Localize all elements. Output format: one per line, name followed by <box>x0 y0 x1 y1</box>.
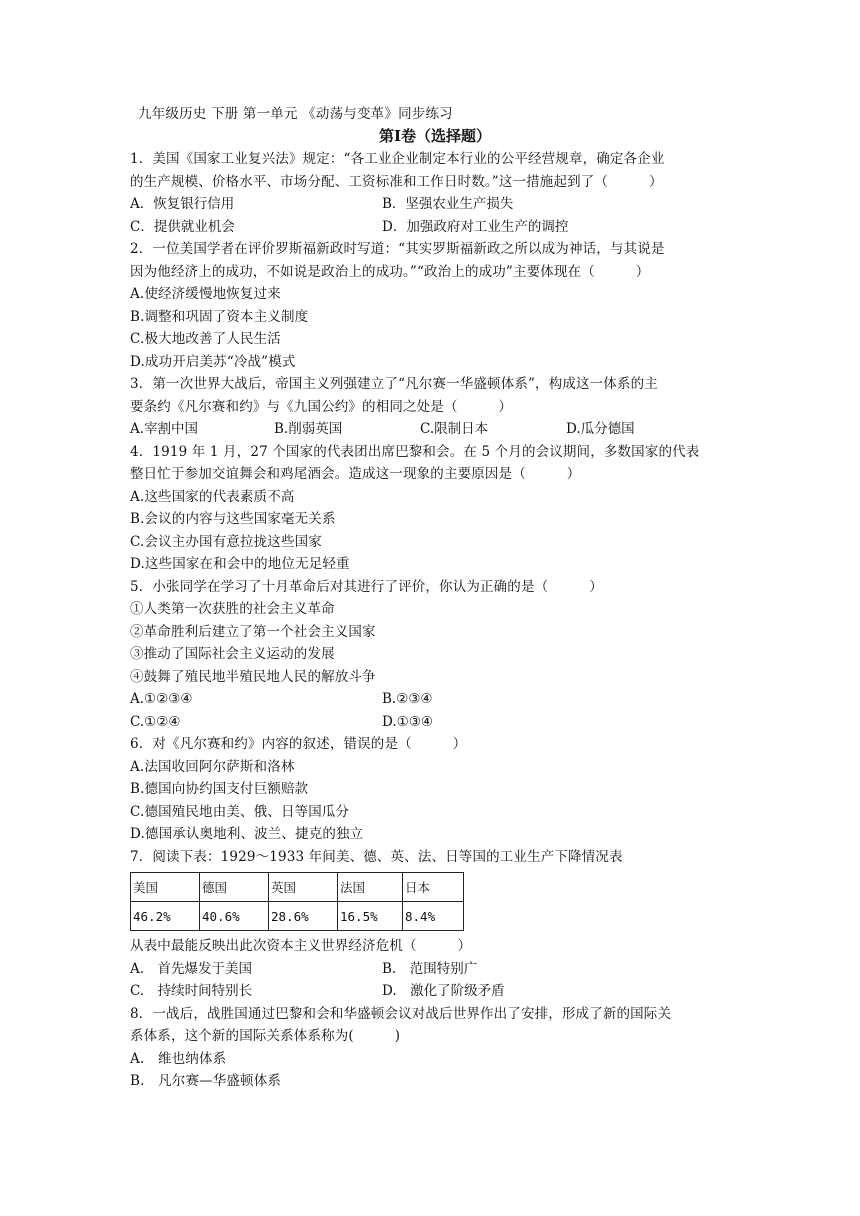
table-cell: 40.6% <box>200 902 269 931</box>
table-header-cell: 德国 <box>200 873 269 902</box>
option-d: D.①③④ <box>382 713 433 730</box>
option-c: C.德国殖民地由美、俄、日等国瓜分 <box>130 803 350 820</box>
option-b: B.会议的内容与这些国家毫无关系 <box>130 511 336 527</box>
option-b: B. 范围特别广 <box>382 960 478 977</box>
option-a: A. 首先爆发于美国 <box>130 960 253 977</box>
question-2 <box>130 238 740 373</box>
table-row <box>131 902 464 931</box>
table-header-cell: 日本 <box>403 873 464 902</box>
option-b: B．坚强农业生产损失 <box>382 196 514 212</box>
question-text: 6．对《凡尔赛和约》内容的叙述，错误的是（ ） <box>130 736 467 752</box>
table-header-cell: 英国 <box>269 873 338 902</box>
question-text: 4．1919 年 1 月，27 个国家的代表团出席巴黎和会。在 5 个月的会议期间，多数国家的代表 <box>130 443 700 460</box>
question-text: 的生产规模、价格水平、市场分配、工资标准和工作日时数。”这一措施起到了（ ） <box>130 173 663 190</box>
question-text: 2．一位美国学者在评价罗斯福新政时写道：“其实罗斯福新政之所以成为神话，与其说是 <box>130 241 665 257</box>
option-a: A.法国收回阿尔萨斯和洛林 <box>130 758 295 775</box>
option-row <box>130 688 740 711</box>
question-text: 因为他经济上的成功，不如说是政治上的成功。”“政治上的成功”主要体现在（ ） <box>130 263 650 280</box>
option-d: D. 激化了阶级矛盾 <box>382 983 505 999</box>
option-a: A. 维也纳体系 <box>130 1050 227 1067</box>
question-text: 5．小张同学在学习了十月革命后对其进行了评价，你认为正确的是（ ） <box>130 578 603 595</box>
question-text: 从表中最能反映出此次资本主义世界经济危机（ ） <box>130 938 472 954</box>
option-d: D．加强政府对工业生产的调控 <box>382 218 569 235</box>
option-c: C.限制日本 <box>420 421 489 437</box>
question-5 <box>130 576 740 734</box>
question-text: 1．美国《国家工业复兴法》规定：“各工业企业制定本行业的公平经营规章，确定各企业 <box>130 151 665 167</box>
option-b: B.削弱英国 <box>274 421 343 437</box>
question-6 <box>130 733 740 846</box>
question-8 <box>130 1003 740 1093</box>
option-a: A．恢复银行信用 <box>130 196 235 212</box>
option-b: B. 凡尔赛—华盛顿体系 <box>130 1073 282 1089</box>
option-a: A.宰割中国 <box>130 421 199 437</box>
option-a: A.使经济缓慢地恢复过来 <box>130 286 281 302</box>
option-c: C. 持续时间特别长 <box>130 983 253 999</box>
question-text: 8．一战后，战胜国通过巴黎和会和华盛顿会议对战后世界作出了安排，形成了新的国际关 <box>130 1005 672 1022</box>
statement-4: ④鼓舞了殖民地半殖民地人民的解放斗争 <box>130 668 376 685</box>
table-header-row <box>131 873 464 902</box>
option-row <box>130 418 740 441</box>
option-d: D.德国承认奥地利、波兰、捷克的独立 <box>130 826 364 842</box>
section-title: 第Ⅰ卷（选择题） <box>378 127 492 145</box>
question-text: 系体系，这个新的国际关系体系称为( ) <box>130 1028 401 1044</box>
table-cell: 46.2% <box>131 902 200 931</box>
option-c: C.①②④ <box>130 713 181 730</box>
option-row <box>130 216 740 239</box>
option-a: A.这些国家的代表素质不高 <box>130 488 295 505</box>
question-text: 7．阅读下表：1929～1933 年间美、德、英、法、日等国的工业生产下降情况表 <box>130 848 623 865</box>
question-1 <box>130 148 740 238</box>
question-text: 整日忙于参加交谊舞会和鸡尾酒会。造成这一现象的主要原因是（ ） <box>130 466 581 482</box>
option-c: C.极大地改善了人民生活 <box>130 331 281 347</box>
table-cell: 16.5% <box>338 902 403 931</box>
question-text: 3．第一次世界大战后，帝国主义列强建立了“凡尔赛一华盛顿体系”，构成这一体系的主 <box>130 376 658 392</box>
option-row <box>130 711 740 734</box>
question-4 <box>130 441 740 576</box>
option-row <box>130 193 740 216</box>
option-d: D.这些国家在和会中的地位无足轻重 <box>130 556 350 572</box>
table-cell: 28.6% <box>269 902 338 931</box>
question-text: 要条约《凡尔赛和约》与《九国公约》的相同之处是（ ） <box>130 398 513 415</box>
option-c: C.会议主办国有意拉拢这些国家 <box>130 533 322 550</box>
option-row <box>130 958 740 981</box>
production-decline-table <box>130 872 464 931</box>
document-title: 九年级历史 下册 第一单元 《动荡与变革》同步练习 <box>138 106 453 122</box>
statement-2: ②革命胜利后建立了第一个社会主义国家 <box>130 623 376 640</box>
question-7 <box>130 846 740 1003</box>
table-cell: 8.4% <box>403 902 464 931</box>
table-header-cell: 法国 <box>338 873 403 902</box>
option-b: B.②③④ <box>382 691 433 707</box>
option-c: C．提供就业机会 <box>130 218 235 235</box>
option-a: A.①②③④ <box>130 691 193 707</box>
table-header-cell: 美国 <box>131 873 200 902</box>
option-row <box>130 980 740 1003</box>
statement-3: ③推动了国际社会主义运动的发展 <box>130 646 335 662</box>
option-d: D.瓜分德国 <box>566 421 635 437</box>
document-page <box>130 104 740 1093</box>
option-d: D.成功开启美苏“冷战”模式 <box>130 353 296 370</box>
statement-1: ①人类第一次获胜的社会主义革命 <box>130 601 335 617</box>
option-b: B.德国向协约国支付巨额赔款 <box>130 781 309 797</box>
option-b: B.调整和巩固了资本主义制度 <box>130 308 309 325</box>
question-3 <box>130 373 740 441</box>
